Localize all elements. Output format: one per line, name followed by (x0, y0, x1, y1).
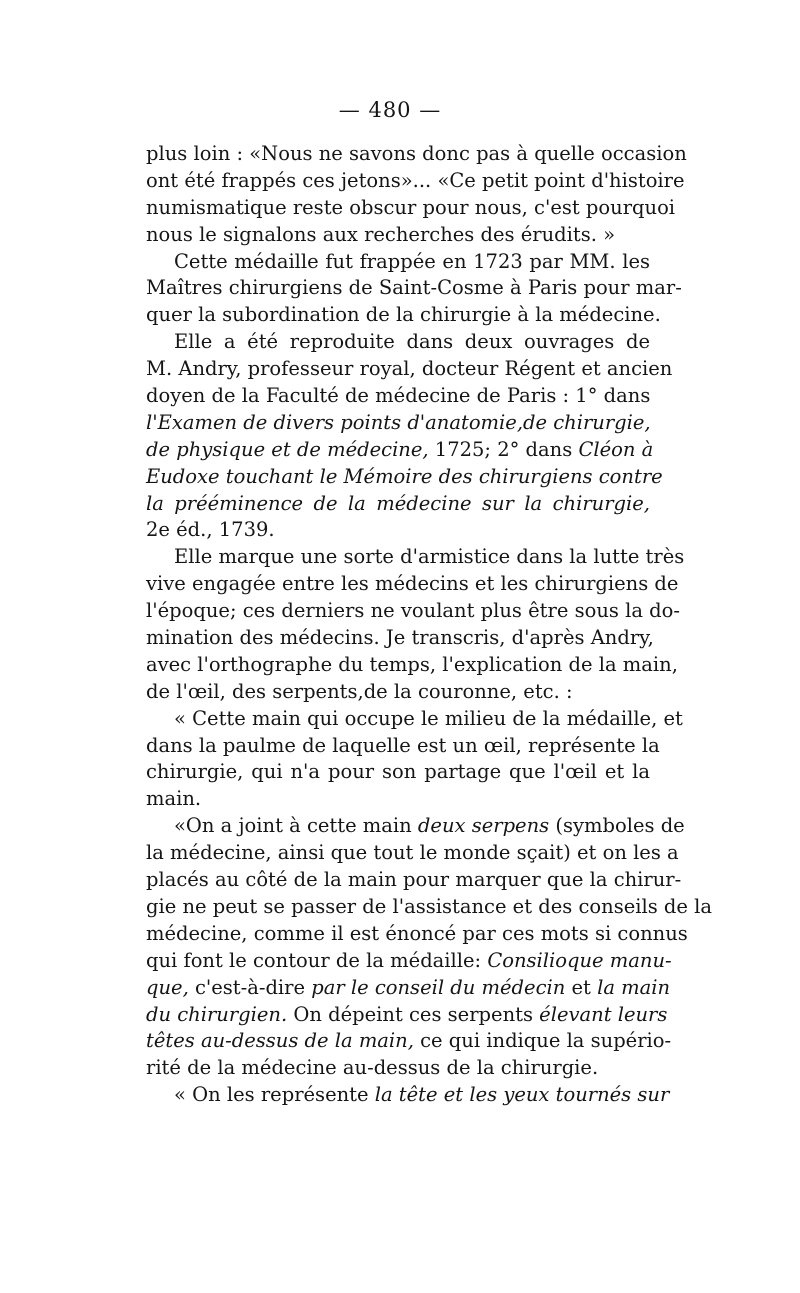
text-run: vive engagée entre les médecins et les chirurgiens de (146, 572, 679, 596)
italic-text: du chirurgien. (146, 1002, 288, 1026)
text-line (146, 356, 673, 383)
text-run: rité de la médecine au-dessus de la chirurgie. (146, 1056, 599, 1080)
text-line (146, 1055, 650, 1082)
text-line (146, 383, 650, 410)
text-line (146, 329, 650, 356)
text-run: ce qui indique la supério- (413, 1029, 672, 1053)
text-line (146, 948, 672, 975)
text-run: Cette médaille fut frappée en 1723 par MM. les (174, 249, 650, 273)
text-line (146, 813, 685, 840)
text-line (146, 1002, 668, 1029)
text-run: la médecine, ainsi que tout le monde sçait) et on les a (146, 841, 679, 865)
text-line (146, 625, 654, 652)
italic-text: l'Examen de divers points d'anatomie,de chirurgie, (146, 410, 651, 434)
text-line (146, 759, 650, 786)
text-run: avec l'orthographe du temps, l'explication de la main, (146, 652, 678, 676)
text-run: M. Andry, professeur royal, docteur Régent et ancien (146, 357, 673, 381)
italic-text: Consilioque manu- (487, 948, 672, 972)
text-line (146, 598, 680, 625)
italic-text: la prééminence de la médecine sur la chirurgie, (146, 491, 650, 515)
text-run: 2e éd., 1739. (146, 518, 275, 542)
text-run: mination des médecins. Je transcris, d'après Andry, (146, 626, 654, 650)
italic-text: la tête et les yeux tournés sur (374, 1083, 670, 1107)
text-line (146, 222, 650, 249)
text-run: placés au côté de la main pour marquer que la chirur- (146, 868, 682, 892)
text-run: 1725; 2° dans (428, 437, 579, 461)
text-line (146, 437, 654, 464)
text-line (146, 652, 678, 679)
text-run: plus loin : «Nous ne savons donc pas à quelle occasion (146, 142, 687, 165)
text-run: l'époque; ces derniers ne voulant plus être sous la do- (146, 599, 680, 623)
text-run: quer la subordination de la chirurgie à la médecine. (146, 303, 661, 327)
italic-text: têtes au-dessus de la main, (146, 1029, 414, 1053)
text-line (146, 786, 650, 813)
text-line (146, 141, 687, 168)
text-run: Maîtres chirurgiens de Saint-Cosme à Paris pour mar- (146, 276, 682, 300)
text-run: numismatique reste obscur pour nous, c'est pourquoi (146, 195, 676, 219)
text-line (146, 867, 682, 894)
text-line (146, 679, 650, 706)
text-run: « Cette main qui occupe le milieu de la médaille, et (174, 706, 683, 730)
text-run: de l'œil, des serpents,de la couronne, etc. : (146, 679, 573, 703)
page-number: — 480 — (338, 98, 442, 122)
text-line (146, 517, 650, 544)
text-run: chirurgie, qui n'a pour son partage que l'œil et la (146, 760, 650, 784)
text-line (146, 544, 685, 571)
italic-text: la main (597, 975, 671, 999)
text-run: On dépeint ces serpents (287, 1002, 540, 1026)
italic-text: élevant leurs (539, 1002, 668, 1026)
text-line (146, 410, 650, 437)
text-run: c'est-à-dire (188, 975, 312, 999)
text-line (146, 571, 679, 598)
italic-text: de physique et de médecine, (146, 437, 429, 461)
text-line (146, 195, 676, 222)
italic-text: deux serpens (417, 814, 550, 838)
text-line (146, 706, 683, 733)
text-run: doyen de la Faculté de médecine de Paris : 1° dans (146, 384, 651, 408)
text-line (146, 302, 661, 329)
text-line (146, 733, 660, 760)
text-run: Elle marque une sorte d'armistice dans la lutte très (174, 545, 685, 569)
italic-text: par le conseil du médecin (311, 975, 566, 999)
text-run: qui font le contour de la médaille: (146, 948, 488, 972)
text-run: (symboles de (549, 814, 685, 838)
body-text (146, 141, 713, 1109)
text-line (146, 1028, 672, 1055)
italic-text: Eudoxe touchant le Mémoire des chirurgiens contre (146, 464, 663, 488)
text-run: « On les représente (174, 1083, 375, 1107)
italic-text: que, (146, 975, 189, 999)
text-run: main. (146, 787, 202, 811)
text-line (146, 464, 663, 491)
text-run: et (565, 975, 598, 999)
text-line (146, 491, 650, 518)
text-run: Elle a été reproduite dans deux ouvrages de (174, 330, 650, 354)
text-line (146, 894, 713, 921)
text-run: gie ne peut se passer de l'assistance et des conseils de la (146, 894, 713, 918)
text-line (146, 249, 650, 276)
text-line (146, 921, 688, 948)
text-run: «On a joint à cette main (174, 814, 418, 838)
text-run: dans la paulme de laquelle est un œil, représente la (146, 733, 660, 757)
text-line (146, 275, 682, 302)
text-line (146, 1082, 670, 1109)
text-line (146, 840, 679, 867)
text-run: nous le signalons aux recherches des érudits. » (146, 222, 616, 246)
text-run: ont été frappés ces jetons»... «Ce petit point d'histoire (146, 168, 685, 192)
text-line (146, 975, 671, 1002)
text-line (146, 168, 685, 195)
text-run: médecine, comme il est énoncé par ces mots si connus (146, 921, 688, 945)
italic-text: Cléon à (578, 437, 654, 461)
